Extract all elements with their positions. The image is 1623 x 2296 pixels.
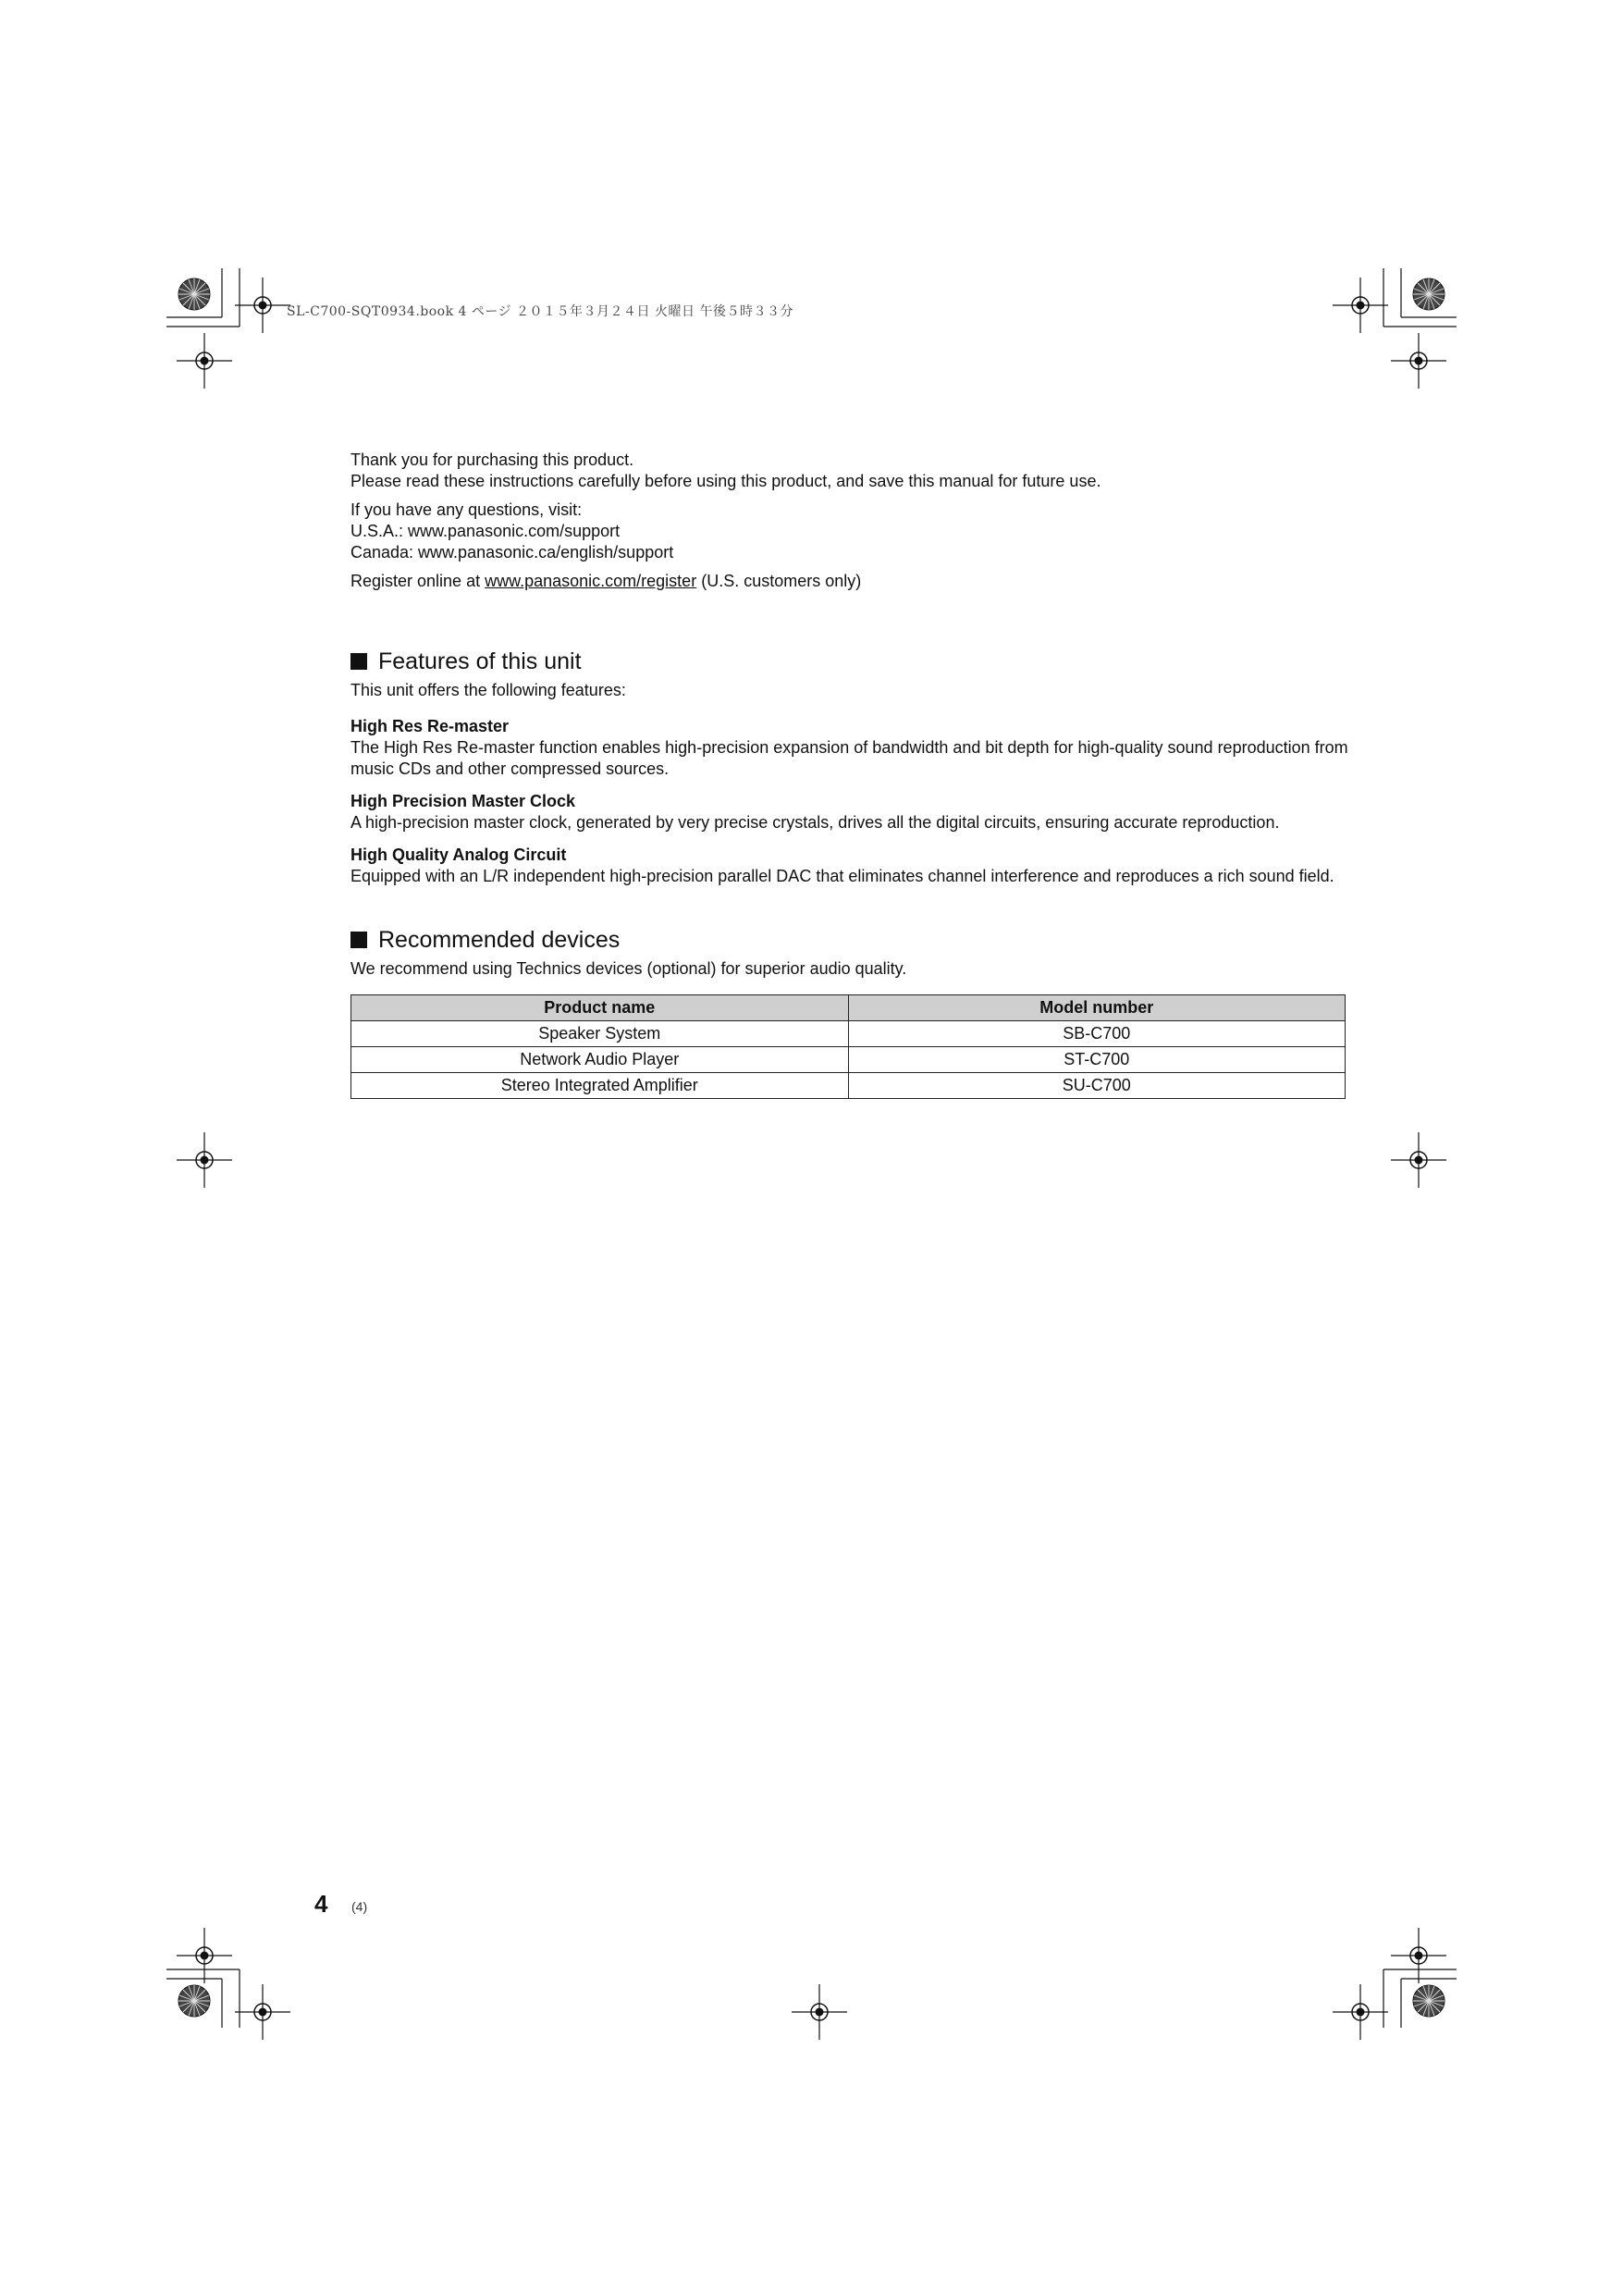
feature-title: High Quality Analog Circuit bbox=[350, 846, 567, 864]
intro-read: Please read these instructions carefully before using this product, and save this manual for future use. bbox=[350, 472, 1101, 490]
crop-mark-bottom-left bbox=[166, 1928, 290, 2040]
table-row bbox=[351, 1047, 1346, 1073]
devices-heading: Recommended devices bbox=[350, 926, 1349, 954]
page-sub-number: (4) bbox=[351, 1899, 368, 1914]
crop-mark-bottom-center bbox=[792, 1984, 847, 2040]
feature-text: The High Res Re-master function enables high-precision expansion of bandwidth and bit depth for high-quality sound reproduction from music CDs and other compressed sources. bbox=[350, 738, 1348, 778]
features-intro: This unit offers the following features: bbox=[350, 681, 626, 699]
register-link[interactable]: www.panasonic.com/register bbox=[485, 572, 697, 590]
crop-mark-mid-right bbox=[1391, 1132, 1446, 1188]
column-header: Product name bbox=[351, 995, 849, 1021]
support-usa: U.S.A.: www.panasonic.com/support bbox=[350, 522, 621, 540]
feature-title: High Precision Master Clock bbox=[350, 792, 576, 810]
product-name-cell: Network Audio Player bbox=[351, 1047, 849, 1073]
square-bullet-icon bbox=[350, 653, 367, 670]
feature-text: Equipped with an L/R independent high-precision parallel DAC that eliminates channel interference and reproduces a rich sound field. bbox=[350, 867, 1334, 885]
page-number: 4 bbox=[314, 1890, 328, 1918]
table-header-row bbox=[351, 995, 1346, 1021]
feature-text: A high-precision master clock, generated by very precise crystals, drives all the digital circuits, ensuring accurate reproduction. bbox=[350, 813, 1280, 832]
devices-intro: We recommend using Technics devices (optional) for superior audio quality. bbox=[350, 959, 907, 978]
intro-questions: If you have any questions, visit: bbox=[350, 500, 583, 519]
table-row bbox=[351, 1021, 1346, 1047]
support-canada: Canada: www.panasonic.ca/english/support bbox=[350, 543, 674, 562]
intro-thanks: Thank you for purchasing this product. bbox=[350, 451, 634, 469]
recommended-devices-table bbox=[350, 994, 1346, 1099]
model-number-cell: ST-C700 bbox=[848, 1047, 1346, 1073]
crop-mark-mid-left bbox=[177, 1132, 232, 1188]
features-heading: Features of this unit bbox=[350, 648, 1349, 675]
crop-mark-top-left bbox=[166, 268, 290, 389]
table-row bbox=[351, 1073, 1346, 1099]
square-bullet-icon bbox=[350, 932, 367, 948]
feature-title: High Res Re-master bbox=[350, 717, 510, 735]
manual-page-content bbox=[350, 450, 1349, 1099]
column-header: Model number bbox=[848, 995, 1346, 1021]
product-name-cell: Speaker System bbox=[351, 1021, 849, 1047]
model-number-cell: SB-C700 bbox=[848, 1021, 1346, 1047]
crop-mark-bottom-right bbox=[1333, 1928, 1457, 2040]
register-line: Register online at www.panasonic.com/register (U.S. customers only) bbox=[350, 572, 862, 590]
product-name-cell: Stereo Integrated Amplifier bbox=[351, 1073, 849, 1099]
model-number-cell: SU-C700 bbox=[848, 1073, 1346, 1099]
print-file-header: SL-C700-SQT0934.book 4 ページ ２０１５年３月２４日 火曜日 午後５時３３分 bbox=[287, 304, 793, 319]
crop-mark-top-right bbox=[1333, 268, 1457, 389]
